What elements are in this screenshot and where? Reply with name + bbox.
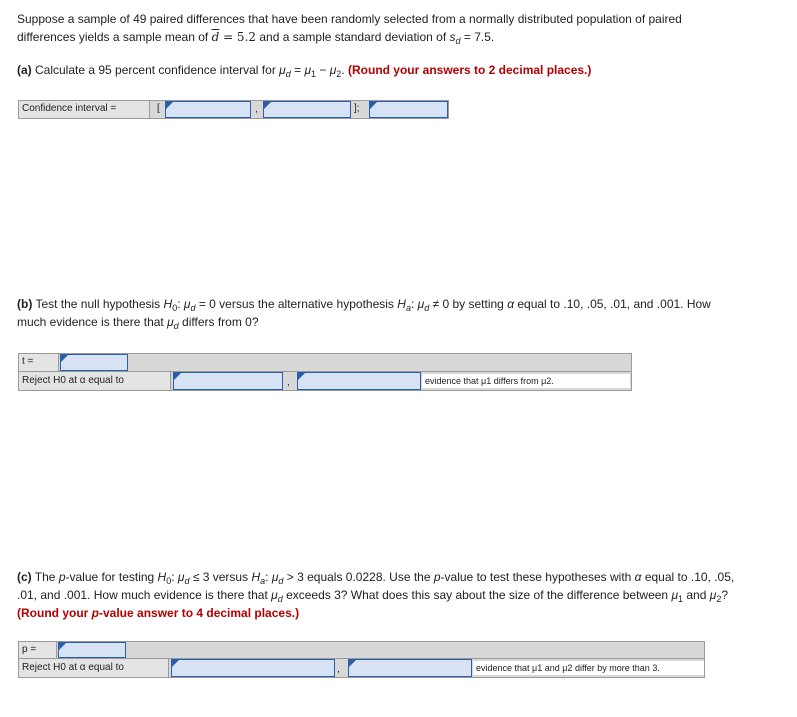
t-input[interactable] bbox=[60, 354, 128, 371]
p-label: p = bbox=[19, 642, 57, 658]
reject-label-b: Reject H0 at α equal to bbox=[19, 372, 171, 390]
part-c-question-line-1: (c) The p-value for testing $H_0$: $\mu_d \le 3$ versus $H_a$: $\mu_d > 3$ equals 0.0228. Use the p-value to test these hypotheses with α equal to .10, .05, bbox=[17, 570, 735, 586]
confidence-interval-row bbox=[18, 100, 449, 119]
part-b-question-line-2: much evidence is there that $\mu_d$ differs from 0? bbox=[17, 315, 259, 331]
evidence-text-b: evidence that μ1 differs from μ2. bbox=[422, 374, 630, 388]
reject-alpha-select-c[interactable] bbox=[171, 659, 335, 677]
part-c-question-line-2: .01, and .001. How much evidence is there that $\mu_d$ exceeds 3? What does this say about the size of the difference between $\mu_1$ and $\mu_2$? bbox=[17, 588, 729, 604]
part-a-question: (a) Calculate a 95 percent confidence interval for $\mu_d = \mu_1 - \mu_2$. (Round your answers to 2 decimal places.) bbox=[17, 63, 592, 79]
comma-b: , bbox=[287, 377, 290, 388]
ci-conclusion-select[interactable] bbox=[369, 101, 448, 118]
evidence-text-c: evidence that μ1 and μ2 differ by more than 3. bbox=[473, 661, 704, 675]
p-value-input[interactable] bbox=[58, 642, 126, 658]
intro-line-2: differences yields a sample mean of $\overline{d} = 5.2$ and a sample standard deviation of $s_d = 7.5$. bbox=[17, 30, 495, 46]
ci-comma: , bbox=[255, 104, 258, 115]
p-row bbox=[18, 641, 705, 659]
d-bar: $\overline{d}$ bbox=[211, 30, 220, 44]
t-row bbox=[18, 353, 632, 372]
evidence-strength-select-b[interactable] bbox=[297, 372, 421, 390]
reject-row-c bbox=[18, 659, 705, 678]
reject-alpha-select-b[interactable] bbox=[173, 372, 283, 390]
reject-label-c: Reject H0 at α equal to bbox=[19, 659, 169, 677]
evidence-strength-select-c[interactable] bbox=[348, 659, 472, 677]
confidence-interval-label: Confidence interval = bbox=[19, 101, 150, 118]
ci-lower-input[interactable] bbox=[165, 101, 251, 118]
round-instruction-c: (Round your p-value answer to 4 decimal places.) bbox=[17, 606, 300, 620]
ci-upper-input[interactable] bbox=[263, 101, 351, 118]
close-bracket: ]; bbox=[354, 103, 360, 114]
reject-row-b bbox=[18, 372, 632, 391]
part-b-question-line-1: (b) Test the null hypothesis $H_0$: $\mu_d = 0$ versus the alternative hypothesis $H_a$: $\mu_d \ne 0$ by setting α equal to .10, .05, .01, and .001. How bbox=[17, 297, 711, 313]
comma-c: , bbox=[337, 664, 340, 675]
round-instruction-a: (Round your answers to 2 decimal places.) bbox=[344, 63, 592, 77]
intro-line-1: Suppose a sample of 49 paired differences that have been randomly selected from a normally distributed population of paired bbox=[17, 12, 682, 26]
t-label: t = bbox=[19, 354, 59, 371]
open-bracket: [ bbox=[157, 103, 160, 114]
